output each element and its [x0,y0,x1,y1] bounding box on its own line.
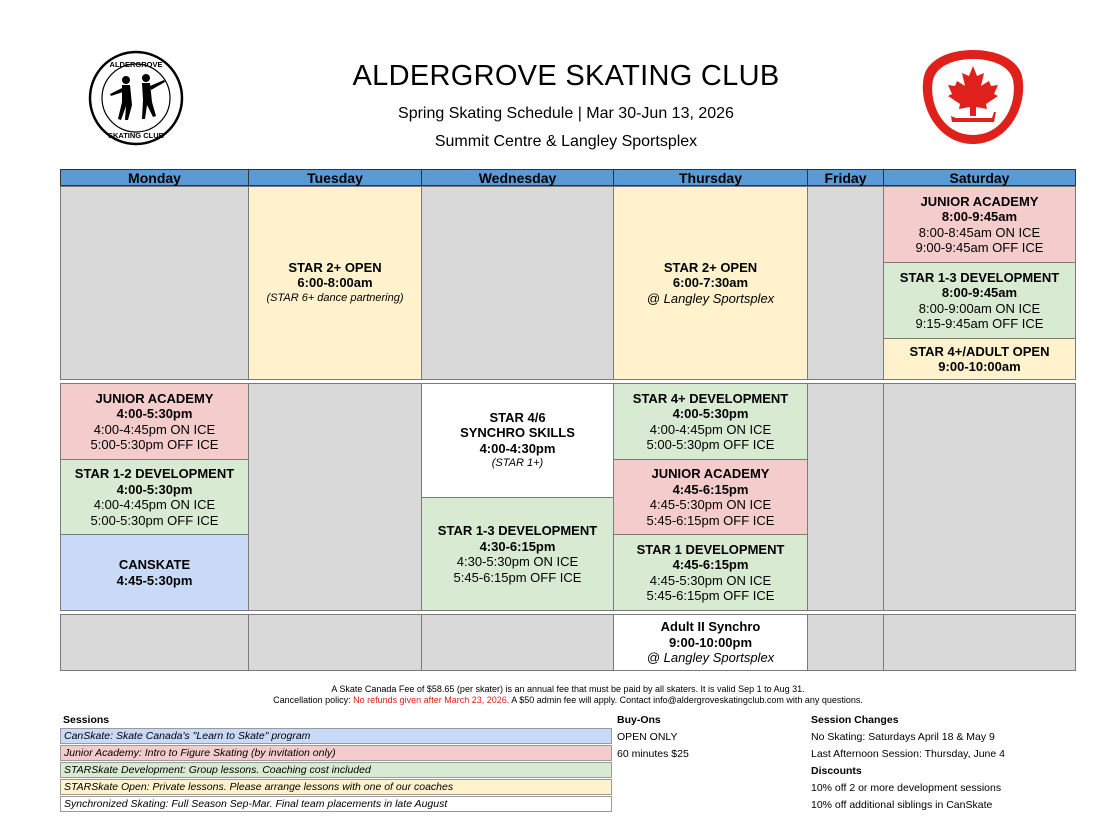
session-mon-star12-development [60,459,249,535]
buy-ons-price: 60 minutes $25 [617,748,689,760]
session-sat-star13-development [883,262,1076,339]
empty-slot [807,383,884,611]
session-time: 4:00-4:30pm [479,440,556,456]
no-refund-warning: No refunds given after March 23, 2026. [353,695,510,705]
session-title: JUNIOR ACADEMY [651,466,770,481]
discounts-title: Discounts [811,765,862,777]
session-on-ice: 8:00-8:45am ON ICE [918,224,1041,240]
legend-star-open: STARSkate Open: Private lessons. Please arrange lessons with one of our coaches [60,779,612,795]
buy-ons-open-only: OPEN ONLY [617,731,678,743]
empty-slot [248,614,422,671]
session-title-line2: SYNCHRO SKILLS [460,425,575,440]
session-title: STAR 4/6 [489,409,546,425]
session-title: STAR 4+/ADULT OPEN [909,343,1050,359]
day-header-wednesday: Wednesday [421,169,614,186]
cancellation-details: A $50 admin fee will apply. Contact info@aldergroveskatingclub.com with any questions. [509,695,863,705]
session-note: (STAR 6+ dance partnering) [266,291,404,304]
day-header-friday: Friday [807,169,884,186]
session-off-ice: 5:45-6:15pm OFF ICE [646,512,775,528]
session-note: @ Langley Sportsplex [646,650,775,666]
empty-slot [248,383,422,611]
session-time: 4:45-6:15pm [672,557,749,572]
session-time: 9:00-10:00am [938,359,1021,374]
session-mon-canskate [60,534,249,611]
session-change-last-afternoon: Last Afternoon Session: Thursday, June 4 [811,748,1005,760]
schedule-location: Summit Centre & Langley Sportsplex [434,133,698,150]
session-title: STAR 1 DEVELOPMENT [636,541,785,557]
session-title: STAR 1-3 DEVELOPMENT [437,523,598,538]
empty-slot [883,614,1076,671]
buy-ons-title: Buy-Ons [617,714,661,726]
logo-text-bottom: SKATING CLUB [107,131,165,140]
session-sat-star4-adult-open [883,338,1076,380]
legend-synchro: Synchronized Skating: Full Season Sep-Mar. Final team placements in late August [60,796,612,812]
session-title: JUNIOR ACADEMY [95,390,214,406]
empty-slot [421,614,614,671]
session-changes-title: Session Changes [811,714,899,726]
session-time: 8:00-9:45am [941,209,1018,224]
session-off-ice: 5:00-5:30pm OFF ICE [646,437,775,452]
session-time: 4:00-5:30pm [672,406,749,421]
day-header-saturday: Saturday [883,169,1076,186]
session-title: JUNIOR ACADEMY [920,193,1039,209]
session-thu-star1-development [613,534,808,611]
cancellation-label: Cancellation policy: [273,695,354,705]
session-sat-junior-academy [883,186,1076,263]
empty-slot [60,614,249,671]
empty-slot [807,614,884,671]
session-wed-star13-development [421,497,614,611]
legend-canskate: CanSkate: Skate Canada's "Learn to Skate" program [60,728,612,744]
session-off-ice: 5:45-6:15pm OFF ICE [453,569,582,585]
session-thu-junior-academy [613,459,808,535]
day-header-thursday: Thursday [613,169,808,186]
session-title: STAR 2+ OPEN [663,259,758,275]
sessions-legend-title: Sessions [63,714,110,726]
session-time: 6:00-8:00am [297,275,373,291]
session-time: 4:45-5:30pm [116,572,193,588]
session-off-ice: 9:15-9:45am OFF ICE [915,316,1044,331]
session-mon-junior-academy [60,383,249,460]
session-on-ice: 8:00-9:00am ON ICE [918,300,1041,316]
logo-text-top: ALDERGROVE [109,60,163,69]
session-tue-star2-open [248,186,422,380]
day-header-tuesday: Tuesday [248,169,422,186]
empty-slot [60,186,249,380]
session-time: 4:00-5:30pm [116,406,193,421]
session-thu-star4-development [613,383,808,460]
session-time: 9:00-10:00pm [668,634,753,650]
schedule-subtitle: Spring Skating Schedule | Mar 30-Jun 13, 2026 [398,105,734,122]
session-title: CANSKATE [118,557,191,572]
session-thu-star2-open [613,186,808,380]
session-thu-adult-synchro [613,614,808,671]
session-time: 4:30-6:15pm [479,538,556,554]
session-on-ice: 4:00-4:45pm ON ICE [93,497,216,512]
empty-slot [883,383,1076,611]
session-off-ice: 5:00-5:30pm OFF ICE [90,437,219,452]
session-on-ice: 4:30-5:30pm ON ICE [456,554,579,569]
session-time: 4:00-5:30pm [116,481,193,497]
session-note: (STAR 1+) [491,457,544,469]
legend-junior-academy: Junior Academy: Intro to Figure Skating (by invitation only) [60,745,612,761]
cancellation-policy [60,695,1076,706]
session-note: @ Langley Sportsplex [646,290,775,306]
session-time: 6:00-7:30am [672,275,749,291]
session-on-ice: 4:00-4:45pm ON ICE [93,421,216,437]
session-title: STAR 2+ OPEN [288,259,382,275]
session-on-ice: 4:45-5:30pm ON ICE [649,572,772,588]
session-title: STAR 1-3 DEVELOPMENT [899,269,1060,285]
session-on-ice: 4:45-5:30pm ON ICE [649,497,772,512]
session-title: STAR 4+ DEVELOPMENT [632,390,789,406]
legend-star-development: STARSkate Development: Group lessons. Coaching cost included [60,762,612,778]
discount-development: 10% off 2 or more development sessions [811,782,1002,794]
session-time: 8:00-9:45am [941,285,1018,300]
session-title: Adult II Synchro [660,619,761,635]
session-off-ice: 9:00-9:45am OFF ICE [915,240,1044,255]
session-change-no-skating: No Skating: Saturdays April 18 & May 9 [811,731,995,743]
session-off-ice: 5:00-5:30pm OFF ICE [90,512,219,528]
session-off-ice: 5:45-6:15pm OFF ICE [646,588,775,603]
session-wed-synchro-skills [421,383,614,498]
session-on-ice: 4:00-4:45pm ON ICE [649,421,772,437]
session-time: 4:45-6:15pm [672,481,749,497]
discount-siblings: 10% off additional siblings in CanSkate [811,799,993,811]
empty-slot [421,186,614,380]
session-title: STAR 1-2 DEVELOPMENT [74,466,235,481]
skate-canada-logo [918,46,1028,146]
page-title: ALDERGROVE SKATING CLUB [352,60,780,92]
day-header-monday: Monday [60,169,249,186]
club-logo [88,50,184,146]
fee-note: A Skate Canada Fee of $58.65 (per skater) is an annual fee that must be paid by all skaters. It is valid Sep 1 to Aug 31. [331,684,805,694]
empty-slot [807,186,884,380]
